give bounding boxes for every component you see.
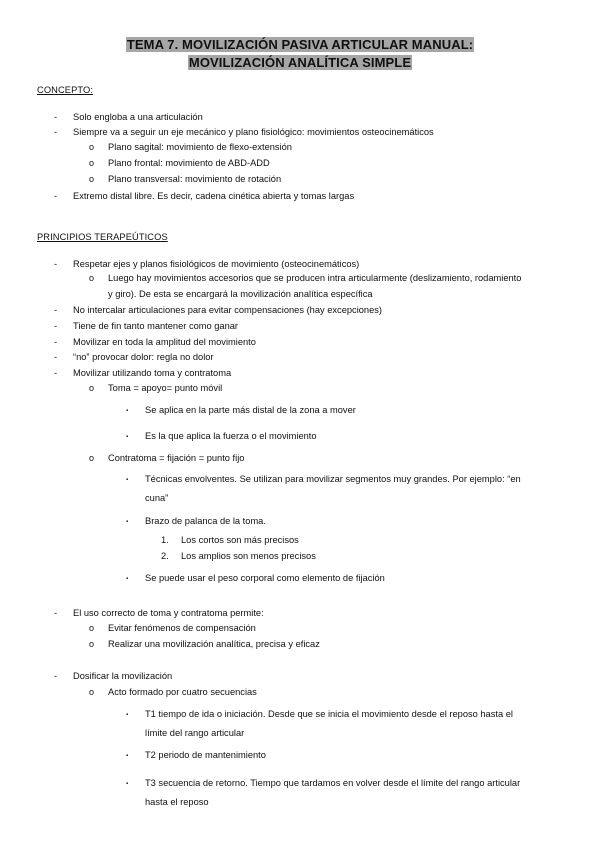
list-item: Brazo de palanca de la toma.	[145, 516, 266, 526]
list-item: T2 periodo de mantenimiento	[145, 750, 266, 760]
list-item: No intercalar articulaciones para evitar compensaciones (hay excepciones)	[73, 305, 383, 315]
list-item: T1 tiempo de ida o iniciación. Desde que se inicia el movimiento desde el reposo hasta el	[145, 709, 513, 719]
list-item: Movilizar utilizando toma y contratoma	[73, 368, 232, 378]
number-marker: 2.	[161, 551, 169, 561]
dash-bullet: -	[54, 337, 58, 347]
circle-bullet: o	[89, 383, 95, 393]
list-item: “no” provocar dolor: regla no dolor	[73, 352, 214, 362]
list-item: Plano sagital: movimiento de flexo-extensión	[108, 142, 292, 152]
circle-bullet: o	[89, 273, 95, 283]
circle-bullet: o	[89, 174, 95, 184]
circle-bullet: o	[89, 158, 95, 168]
dash-bullet: -	[54, 321, 58, 331]
dash-bullet: -	[54, 368, 58, 378]
list-item-continuation: cuna”	[145, 493, 169, 503]
circle-bullet: o	[89, 142, 95, 152]
dash-bullet: -	[54, 127, 58, 137]
square-bullet: ▪	[126, 408, 129, 414]
list-item: Evitar fenómenos de compensación	[108, 623, 256, 633]
circle-bullet: o	[89, 453, 95, 463]
square-bullet: ▪	[126, 576, 129, 582]
list-item: Tiene de fin tanto mantener como ganar	[73, 321, 239, 331]
list-item-continuation: y giro). De esta se encargará la movilización analítica específica	[108, 289, 373, 299]
list-item: Solo engloba a una articulación	[73, 112, 203, 122]
list-item: Realizar una movilización analítica, precisa y eficaz	[108, 639, 320, 649]
circle-bullet: o	[89, 623, 95, 633]
dash-bullet: -	[54, 259, 58, 269]
list-item: Plano transversal: movimiento de rotación	[108, 174, 282, 184]
dash-bullet: -	[54, 352, 58, 362]
title-line-2: MOVILIZACIÓN ANALÍTICA SIMPLE	[188, 55, 412, 70]
list-item: Los cortos son más precisos	[181, 535, 299, 545]
list-item: Los amplios son menos precisos	[181, 551, 316, 561]
section-heading-concepto: CONCEPTO:	[37, 85, 94, 95]
list-item: Respetar ejes y planos fisiológicos de movimiento (osteocinemáticos)	[73, 259, 360, 269]
number-marker: 1.	[161, 535, 169, 545]
list-item: Movilizar en toda la amplitud del movimiento	[73, 337, 256, 347]
square-bullet: ▪	[126, 753, 129, 759]
list-item: Plano frontal: movimiento de ABD-ADD	[108, 158, 270, 168]
list-item: El uso correcto de toma y contratoma permite:	[73, 608, 264, 618]
list-item: Dosificar la movilización	[73, 671, 173, 681]
list-item: Técnicas envolventes. Se utilizan para movilizar segmentos muy grandes. Por ejemplo: “en	[145, 474, 521, 484]
list-item: Se puede usar el peso corporal como elemento de fijación	[145, 573, 385, 583]
square-bullet: ▪	[126, 477, 129, 483]
list-item: Es la que aplica la fuerza o el movimiento	[145, 431, 317, 441]
square-bullet: ▪	[126, 519, 129, 525]
list-item-continuation: hasta el reposo	[145, 797, 209, 807]
list-item: T3 secuencia de retorno. Tiempo que tardamos en volver desde el límite del rango articular	[145, 778, 521, 788]
circle-bullet: o	[89, 687, 95, 697]
list-item: Siempre va a seguir un eje mecánico y plano fisiológico: movimientos osteocinemáticos	[73, 127, 434, 137]
list-item-continuation: límite del rango articular	[145, 728, 245, 738]
list-item: Se aplica en la parte más distal de la zona a mover	[145, 405, 356, 415]
dash-bullet: -	[54, 671, 58, 681]
list-item: Acto formado por cuatro secuencias	[108, 687, 257, 697]
square-bullet: ▪	[126, 781, 129, 787]
section-heading-principios: PRINCIPIOS TERAPEÚTICOS	[37, 232, 168, 242]
square-bullet: ▪	[126, 712, 129, 718]
title-line-1: TEMA 7. MOVILIZACIÓN PASIVA ARTICULAR MANUAL:	[126, 37, 474, 52]
list-item: Contratoma = fijación = punto fijo	[108, 453, 245, 463]
dash-bullet: -	[54, 608, 58, 618]
dash-bullet: -	[54, 305, 58, 315]
circle-bullet: o	[89, 639, 95, 649]
dash-bullet: -	[54, 191, 58, 201]
list-item: Toma = apoyo= punto móvil	[108, 383, 223, 393]
list-item: Luego hay movimientos accesorios que se producen intra articularmente (deslizamiento, rodamiento	[108, 273, 522, 283]
list-item: Extremo distal libre. Es decir, cadena cinética abierta y tomas largas	[73, 191, 355, 201]
dash-bullet: -	[54, 112, 58, 122]
square-bullet: ▪	[126, 434, 129, 440]
